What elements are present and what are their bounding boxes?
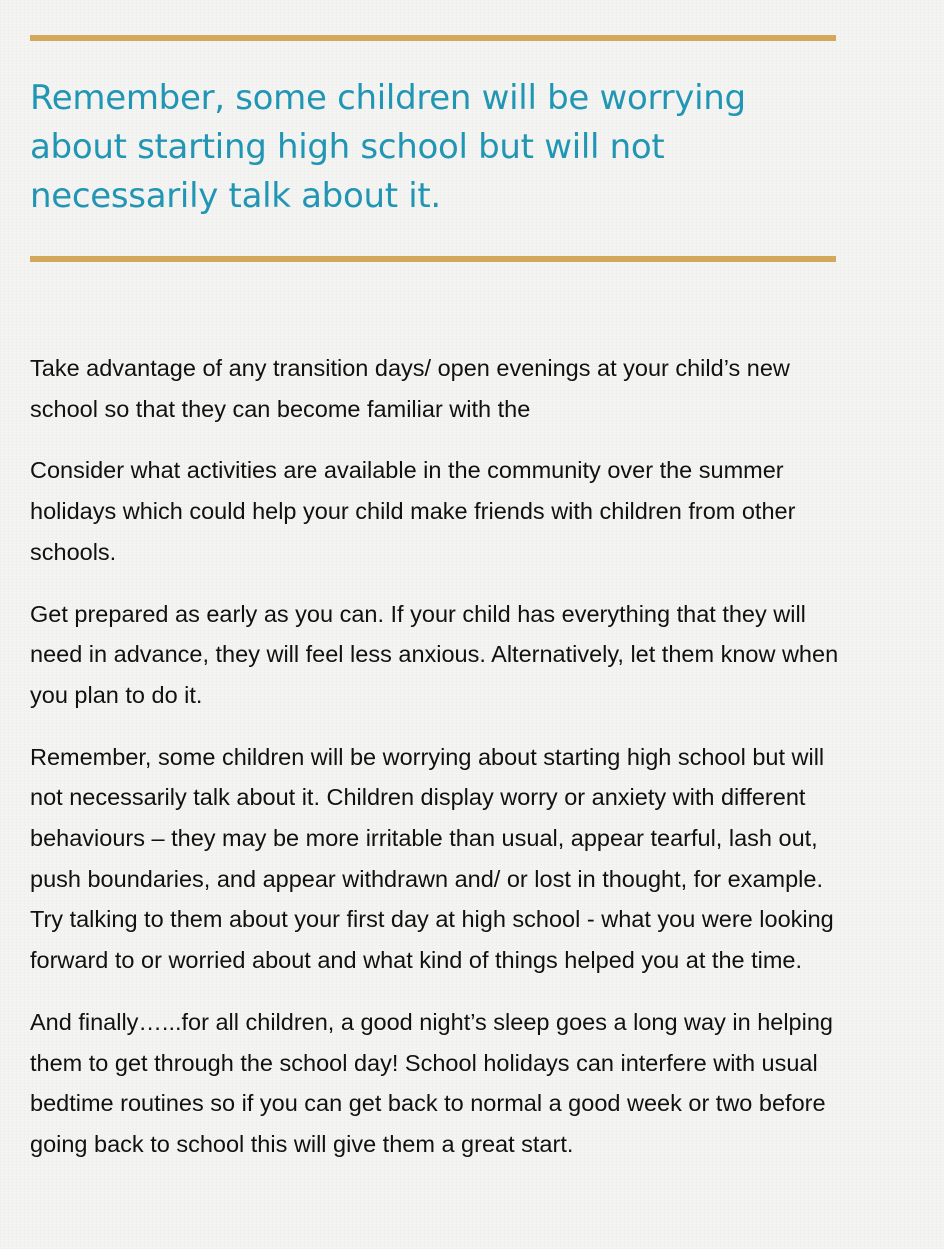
- paragraph-worry-signs: Remember, some children will be worrying about starting high school but will not necessarily talk about it. Children display worry or anxiety with different behaviours – they may be more irritable than usual, appear tearful, lash out, push boundaries, and appear withdrawn and/ or lost in thought, for example. Try talking to them about your first day at high school - what you were looking forward to or worried about and what kind of things helped you at the time.: [30, 743, 834, 974]
- bottom-divider: [30, 256, 836, 262]
- pull-quote: Remember, some children will be worrying about starting high school but will not necessarily talk about it.: [30, 78, 746, 216]
- paragraph-sleep-routine: And finally…...for all children, a good night’s sleep goes a long way in helping them to get through the school day! School holidays can interfere with usual bedtime routines so if you can get back to normal a good week or two before going back to school this will give them a great start.: [30, 1008, 833, 1157]
- article-body: [30, 348, 860, 1186]
- paragraph-community-activities: Consider what activities are available in the community over the summer holidays which could help your child make friends with children from other schools.: [30, 457, 796, 565]
- paragraph-transition-days: Take advantage of any transition days/ open evenings at your child’s new school so that they can become familiar with the: [30, 355, 790, 422]
- top-divider: [30, 35, 836, 41]
- paragraph-get-prepared: Get prepared as early as you can. If your child has everything that they will need in advance, they will feel less anxious. Alternatively, let them know when you plan to do it.: [30, 600, 839, 708]
